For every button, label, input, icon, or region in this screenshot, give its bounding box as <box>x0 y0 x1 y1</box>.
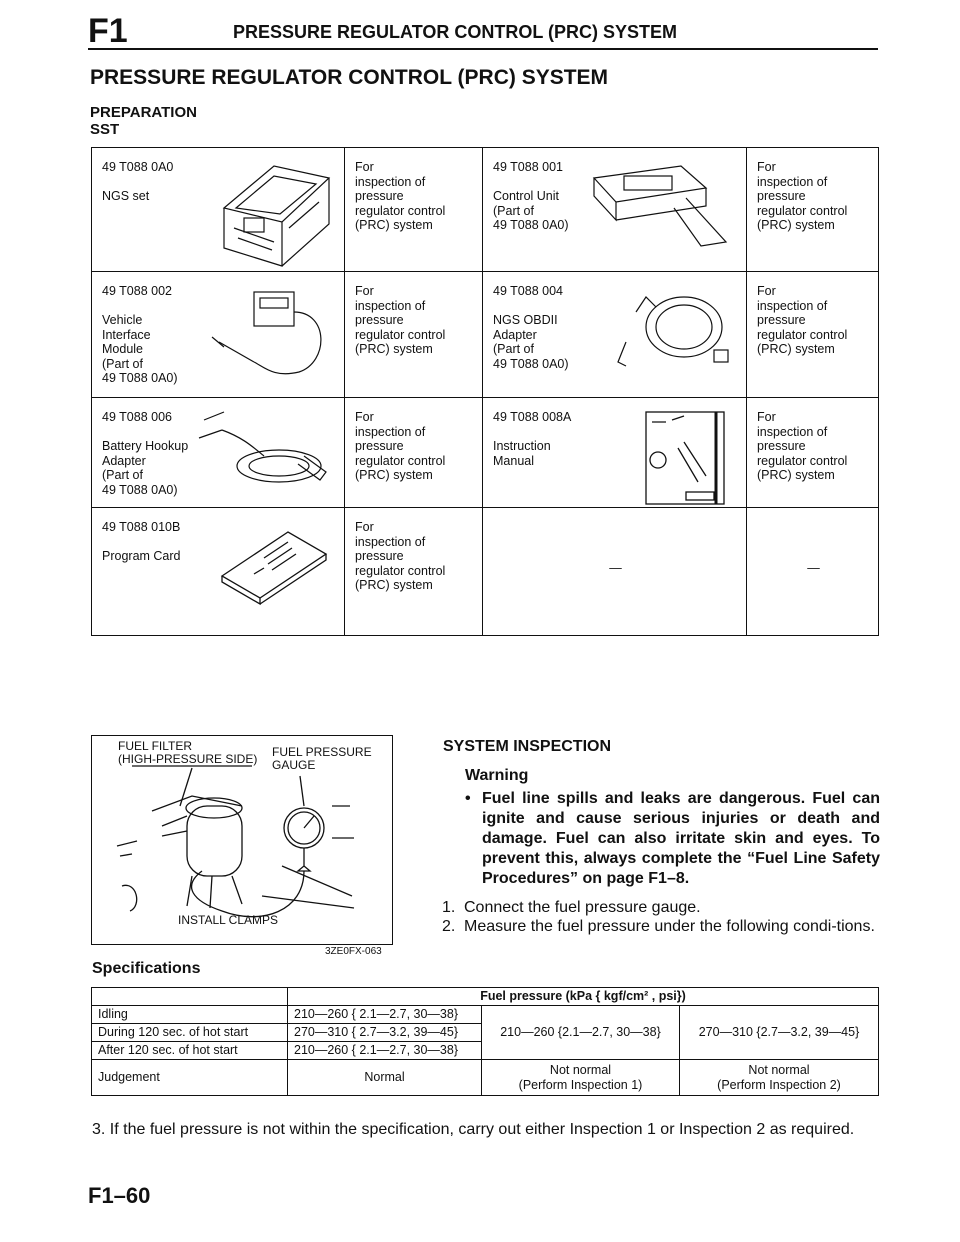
fuel-pressure-gauge-figure <box>91 735 393 945</box>
step-2 <box>442 917 880 936</box>
sst-tool-description: 49 T088 001 Control Unit (Part of 49 T088 0A0) <box>493 160 569 232</box>
spec-alt-value-2: 270—310 {2.7—3.2, 39—45} <box>680 1006 879 1060</box>
sst-purpose-cell <box>747 148 879 272</box>
sst-purpose-cell <box>345 272 483 398</box>
fuel-filter-gauge-drawing <box>92 736 394 946</box>
step-number: 1. <box>442 899 456 916</box>
sst-tool-description: 49 T088 010B Program Card <box>102 520 181 563</box>
header-title: PRESSURE REGULATOR CONTROL (PRC) SYSTEM <box>233 22 678 42</box>
page-title: PRESSURE REGULATOR CONTROL (PRC) SYSTEM <box>90 66 609 89</box>
figure-code: 3ZE0FX-063 <box>325 946 382 957</box>
warning-bullet: • <box>465 790 471 807</box>
fuel-pressure-gauge-label: FUEL PRESSURE GAUGE <box>272 745 372 772</box>
sst-purpose-cell <box>345 148 483 272</box>
sst-tool-description: 49 T088 002 Vehicle Interface Module (Part of 49 T088 0A0) <box>102 284 178 385</box>
warning-text: Fuel line spills and leaks are dangerous. Fuel can ignite and cause serious injuries or death and damage. Fuel can also irritate skin and eyes. To prevent this, always complete the “Fuel Line Safety Procedures” on page F1–8. <box>482 790 880 887</box>
spec-row-label: Idling <box>92 1006 288 1024</box>
sst-label: SST <box>90 121 120 138</box>
sst-tool-cell <box>483 398 747 508</box>
sst-row <box>92 398 879 508</box>
specifications-heading: Specifications <box>92 960 201 977</box>
spec-value: 210—260 { 2.1—2.7, 30—38} <box>288 1006 482 1024</box>
spec-value: 270—310 { 2.7—3.2, 39—45} <box>288 1024 482 1042</box>
sst-purpose-text: For inspection of pressure regulator control (PRC) system <box>355 410 446 482</box>
sst-purpose-text: For inspection of pressure regulator control (PRC) system <box>757 410 848 482</box>
step-3-note: 3. If the fuel pressure is not within the specification, carry out either Inspection 1 or Inspection 2 as required. <box>92 1121 855 1138</box>
spec-row-label: Judgement <box>92 1060 288 1096</box>
judgement-not-normal-1: Not normal (Perform Inspection 1) <box>482 1060 680 1096</box>
spec-value: 210—260 { 2.1—2.7, 30—38} <box>288 1042 482 1060</box>
sst-purpose-text: For inspection of pressure regulator control (PRC) system <box>757 284 848 356</box>
page-header <box>88 14 878 50</box>
sst-row <box>92 148 879 272</box>
sst-purpose-cell <box>747 398 879 508</box>
sst-tool-cell <box>92 398 345 508</box>
sst-tool-description: 49 T088 004 NGS OBDII Adapter (Part of 49 T088 0A0) <box>493 284 569 371</box>
sst-table <box>91 147 879 636</box>
step-text: Connect the fuel pressure gauge. <box>464 899 701 916</box>
sst-empty-cell: — <box>747 508 879 636</box>
sst-purpose-text: For inspection of pressure regulator control (PRC) system <box>355 160 446 232</box>
step-number: 2. <box>442 918 456 935</box>
preparation-heading <box>90 104 197 138</box>
specifications-table <box>91 987 879 1096</box>
step-text: Measure the fuel pressure under the following condi-tions. <box>464 918 875 935</box>
spec-row-label: After 120 sec. of hot start <box>92 1042 288 1060</box>
sst-purpose-text: For inspection of pressure regulator control (PRC) system <box>355 520 446 592</box>
page-number: F1–60 <box>88 1183 151 1208</box>
sst-tool-cell <box>92 148 345 272</box>
sst-tool-cell <box>92 508 345 636</box>
sst-purpose-text: For inspection of pressure regulator control (PRC) system <box>757 160 848 232</box>
sst-row <box>92 508 879 636</box>
spec-row-label: During 120 sec. of hot start <box>92 1024 288 1042</box>
warning-heading: Warning <box>465 767 529 784</box>
sst-row <box>92 272 879 398</box>
judgement-not-normal-2: Not normal (Perform Inspection 2) <box>680 1060 879 1096</box>
sst-tool-description: 49 T088 006 Battery Hookup Adapter (Part of 49 T088 0A0) <box>102 410 189 497</box>
sst-tool-cell <box>92 272 345 398</box>
sst-tool-description: 49 T088 0A0 NGS set <box>102 160 174 203</box>
preparation-label: PREPARATION <box>90 104 197 121</box>
sst-purpose-cell <box>747 272 879 398</box>
sst-empty-cell: — <box>483 508 747 636</box>
sst-tool-cell <box>483 272 747 398</box>
warning-text-block <box>465 789 880 889</box>
install-clamps-label: INSTALL CLAMPS <box>178 913 279 927</box>
fuel-filter-label: FUEL FILTER (HIGH-PRESSURE SIDE) <box>118 739 258 766</box>
sst-tool-cell <box>483 148 747 272</box>
spec-corner-cell <box>92 988 288 1006</box>
sst-purpose-cell <box>345 508 483 636</box>
judgement-normal: Normal <box>288 1060 482 1096</box>
sst-purpose-text: For inspection of pressure regulator control (PRC) system <box>355 284 446 356</box>
spec-alt-value-1: 210—260 {2.1—2.7, 30—38} <box>482 1006 680 1060</box>
inspection-steps <box>442 898 880 936</box>
system-inspection-heading: SYSTEM INSPECTION <box>443 738 612 755</box>
section-code: F1 <box>88 12 128 50</box>
sst-purpose-cell <box>345 398 483 508</box>
spec-header: Fuel pressure (kPa { kgf/cm² , psi}) <box>288 988 879 1006</box>
step-1 <box>442 898 880 917</box>
sst-tool-description: 49 T088 008A Instruction Manual <box>493 410 572 468</box>
